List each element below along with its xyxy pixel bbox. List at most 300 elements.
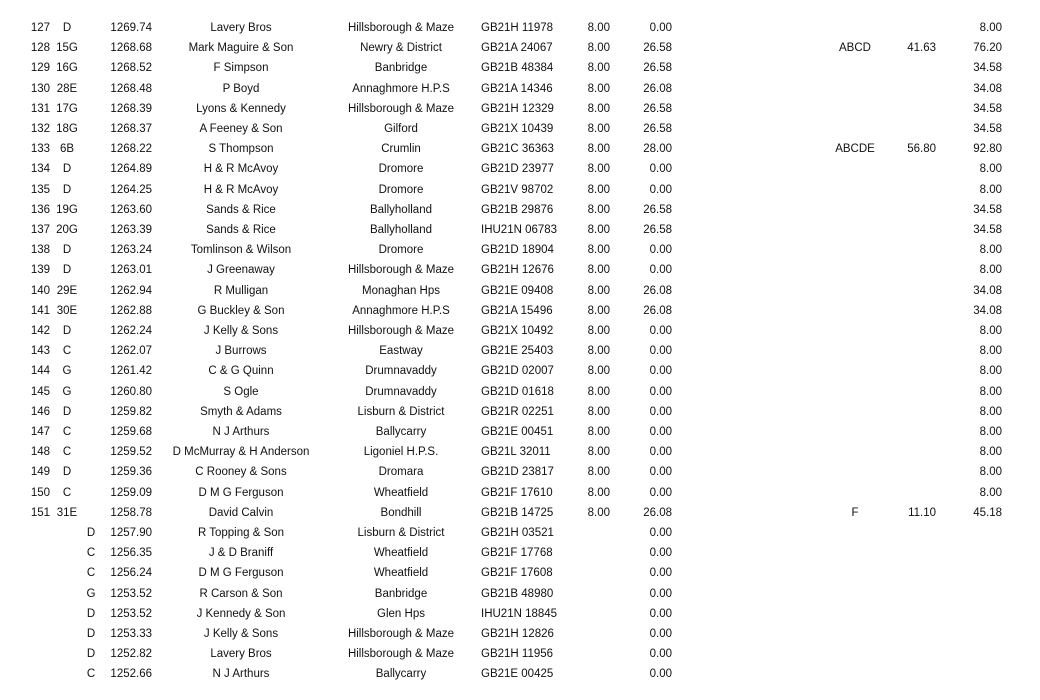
pool-value-cell — [900, 644, 936, 664]
code-cell: G — [86, 587, 96, 600]
pool-value-cell — [900, 281, 936, 301]
position-cell — [20, 563, 50, 583]
prize-b-cell: 26.58 — [643, 102, 672, 115]
name-cell: J Kelly & Sons — [203, 628, 279, 640]
prize-a-cell — [578, 664, 610, 684]
ring-number-cell: GB21B 29876 — [481, 203, 554, 216]
club-cell: Wheatfield — [373, 547, 429, 560]
table-row — [0, 200, 1040, 220]
pools-cell — [822, 624, 888, 644]
table-row — [0, 38, 1040, 58]
club-cell: Dromore — [378, 244, 424, 257]
prize-a-cell — [578, 644, 610, 664]
pool-value-cell — [900, 604, 936, 624]
pools-cell — [822, 382, 888, 402]
pools-cell — [822, 99, 888, 119]
position-cell: 144 — [30, 365, 50, 378]
code-cell: 16G — [56, 62, 78, 75]
code-cell: G — [62, 365, 72, 378]
table-row — [0, 604, 1040, 624]
code-cell: 28E — [56, 82, 78, 95]
position-cell: 139 — [30, 264, 50, 277]
position-cell: 142 — [30, 325, 50, 337]
name-cell: S Ogle — [223, 385, 259, 398]
table-row — [0, 543, 1040, 563]
code-cell: D — [62, 325, 72, 337]
velocity-cell: 1259.68 — [110, 426, 152, 438]
velocity-cell: 1258.78 — [110, 506, 152, 519]
code-cell: C — [86, 547, 96, 560]
code-cell: D — [62, 264, 72, 277]
table-row — [0, 523, 1040, 543]
club-cell: Banbridge — [374, 62, 428, 75]
table-row — [0, 139, 1040, 159]
name-cell: R Mulligan — [213, 284, 269, 297]
total-cell: 8.00 — [979, 385, 1002, 398]
code-cell: 6B — [59, 143, 75, 156]
prize-b-cell: 26.08 — [643, 304, 672, 317]
total-cell: 34.08 — [973, 304, 1002, 317]
prize-b-cell: 0.00 — [649, 325, 672, 337]
ring-number-cell: IHU21N 18845 — [481, 607, 558, 620]
pool-value-cell — [900, 119, 936, 139]
prize-b-cell: 0.00 — [649, 183, 672, 196]
ring-number-cell: GB21H 11978 — [481, 22, 554, 34]
code-cell: D — [62, 244, 72, 257]
pool-value-cell — [900, 402, 936, 422]
position-cell — [20, 604, 50, 624]
velocity-cell: 1264.25 — [110, 183, 152, 196]
total-cell: 8.00 — [979, 426, 1002, 438]
position-cell: 127 — [30, 22, 50, 34]
prize-a-cell: 8.00 — [587, 224, 610, 236]
club-cell: Wheatfield — [373, 567, 429, 580]
code-cell: 30E — [56, 304, 78, 317]
total-cell: 8.00 — [979, 244, 1002, 257]
prize-b-cell: 0.00 — [649, 527, 672, 539]
name-cell: R Carson & Son — [199, 587, 283, 600]
table-row — [0, 341, 1040, 361]
total-cell — [960, 604, 1002, 624]
pools-cell — [822, 341, 888, 361]
code-cell: C — [62, 345, 72, 358]
prize-b-cell: 0.00 — [649, 486, 672, 499]
code-cell: 31E — [56, 506, 78, 519]
name-cell: Sands & Rice — [206, 224, 276, 236]
club-cell: Drumnavaddy — [365, 385, 437, 398]
velocity-cell: 1269.74 — [110, 22, 152, 34]
prize-a-cell — [578, 604, 610, 624]
pool-value-cell — [900, 180, 936, 200]
name-cell: C & G Quinn — [208, 365, 274, 378]
total-cell: 8.00 — [979, 486, 1002, 499]
pool-value-cell — [900, 382, 936, 402]
prize-b-cell: 26.58 — [643, 62, 672, 75]
club-cell: Eastway — [379, 345, 423, 358]
ring-number-cell: GB21F 17608 — [481, 567, 553, 580]
name-cell: Smyth & Adams — [200, 405, 282, 418]
total-cell: 8.00 — [979, 22, 1002, 34]
prize-b-cell: 0.00 — [649, 648, 672, 661]
pools-cell: F — [851, 506, 859, 519]
code-cell: D — [62, 405, 72, 418]
pools-cell — [822, 664, 888, 684]
ring-number-cell: GB21D 01618 — [481, 385, 554, 398]
total-cell: 8.00 — [979, 446, 1002, 459]
position-cell — [20, 664, 50, 684]
table-row — [0, 260, 1040, 280]
velocity-cell: 1252.66 — [110, 668, 152, 681]
pools-cell — [822, 58, 888, 78]
total-cell: 8.00 — [979, 405, 1002, 418]
pools-cell — [822, 604, 888, 624]
pools-cell — [822, 361, 888, 381]
total-cell: 45.18 — [973, 506, 1002, 519]
club-cell: Ballyholland — [369, 224, 432, 236]
velocity-cell: 1263.60 — [110, 203, 152, 216]
pool-value-cell — [900, 462, 936, 482]
prize-b-cell: 0.00 — [649, 385, 672, 398]
velocity-cell: 1268.48 — [110, 82, 152, 95]
pool-value-cell — [900, 260, 936, 280]
velocity-cell: 1262.94 — [110, 284, 152, 297]
prize-a-cell: 8.00 — [587, 365, 610, 378]
pool-value-cell — [900, 18, 936, 38]
prize-a-cell: 8.00 — [587, 163, 610, 176]
ring-number-cell: GB21A 15496 — [481, 304, 553, 317]
pools-cell — [822, 563, 888, 583]
name-cell: Lavery Bros — [210, 648, 272, 661]
code-cell: C — [86, 567, 96, 580]
position-cell — [20, 644, 50, 664]
prize-a-cell: 8.00 — [587, 143, 610, 156]
pool-value-cell — [900, 301, 936, 321]
pools-cell — [822, 240, 888, 260]
pools-cell — [822, 220, 888, 240]
prize-b-cell: 26.08 — [643, 82, 672, 95]
velocity-cell: 1263.01 — [110, 264, 152, 277]
ring-number-cell: IHU21N 06783 — [481, 224, 558, 236]
prize-a-cell: 8.00 — [587, 82, 610, 95]
prize-a-cell — [578, 523, 610, 543]
name-cell: D M G Ferguson — [198, 567, 284, 580]
prize-a-cell: 8.00 — [587, 385, 610, 398]
name-cell: J Kelly & Sons — [203, 325, 279, 337]
ring-number-cell: GB21E 00425 — [481, 668, 554, 681]
velocity-cell: 1268.37 — [110, 123, 152, 135]
club-cell: Bondhill — [380, 506, 422, 519]
position-cell — [20, 543, 50, 563]
prize-b-cell: 0.00 — [649, 446, 672, 459]
ring-number-cell: GB21B 48384 — [481, 62, 554, 75]
prize-a-cell: 8.00 — [587, 22, 610, 34]
pool-value-cell — [900, 361, 936, 381]
table-row — [0, 664, 1040, 684]
ring-number-cell: GB21A 14346 — [481, 82, 553, 95]
name-cell: S Thompson — [208, 143, 274, 156]
pool-value-cell — [900, 240, 936, 260]
pools-cell — [822, 543, 888, 563]
prize-b-cell: 0.00 — [649, 244, 672, 257]
name-cell: Sands & Rice — [206, 203, 276, 216]
table-row — [0, 624, 1040, 644]
club-cell: Lisburn & District — [357, 405, 445, 418]
name-cell: David Calvin — [208, 506, 274, 519]
prize-b-cell: 0.00 — [649, 345, 672, 358]
velocity-cell: 1257.90 — [110, 527, 152, 539]
prize-b-cell: 0.00 — [649, 405, 672, 418]
ring-number-cell: GB21F 17768 — [481, 547, 553, 560]
prize-b-cell: 0.00 — [649, 264, 672, 277]
velocity-cell: 1259.36 — [110, 466, 152, 479]
prize-b-cell: 26.58 — [643, 123, 672, 135]
pools-cell — [822, 402, 888, 422]
position-cell: 130 — [30, 82, 50, 95]
ring-number-cell: GB21D 18904 — [481, 244, 554, 257]
table-row — [0, 58, 1040, 78]
club-cell: Glen Hps — [377, 607, 425, 620]
code-cell: C — [62, 426, 72, 438]
club-cell: Hillsborough & Maze — [347, 264, 455, 277]
pools-cell: ABCD — [839, 42, 871, 55]
velocity-cell: 1253.52 — [110, 587, 152, 600]
total-cell — [960, 644, 1002, 664]
name-cell: F Simpson — [213, 62, 269, 75]
position-cell: 147 — [30, 426, 50, 438]
total-cell: 34.08 — [973, 82, 1002, 95]
table-row — [0, 220, 1040, 240]
pool-value-cell — [900, 483, 936, 503]
ring-number-cell: GB21D 23977 — [481, 163, 554, 176]
ring-number-cell: GB21A 24067 — [481, 42, 553, 55]
code-cell: 18G — [56, 123, 78, 135]
velocity-cell: 1259.52 — [110, 446, 152, 459]
position-cell — [20, 584, 50, 604]
name-cell: Mark Maguire & Son — [188, 42, 294, 55]
club-cell: Annaghmore H.P.S — [352, 304, 450, 317]
pools-cell — [822, 200, 888, 220]
prize-b-cell: 0.00 — [649, 547, 672, 560]
pool-value-cell — [900, 523, 936, 543]
pools-cell — [822, 462, 888, 482]
table-row — [0, 483, 1040, 503]
pool-value-cell — [900, 99, 936, 119]
prize-b-cell: 0.00 — [649, 426, 672, 438]
pool-value-cell — [900, 442, 936, 462]
ring-number-cell: GB21R 02251 — [481, 405, 554, 418]
prize-b-cell: 26.08 — [643, 506, 672, 519]
prize-b-cell: 26.08 — [643, 284, 672, 297]
code-cell: 17G — [56, 102, 78, 115]
ring-number-cell: GB21F 17610 — [481, 486, 553, 499]
total-cell: 8.00 — [979, 163, 1002, 176]
pool-value-cell — [900, 563, 936, 583]
pools-cell — [822, 260, 888, 280]
position-cell: 133 — [30, 143, 50, 156]
code-cell: D — [62, 466, 72, 479]
table-row — [0, 462, 1040, 482]
prize-b-cell: 0.00 — [649, 668, 672, 681]
pool-value-cell — [900, 543, 936, 563]
total-cell — [960, 543, 1002, 563]
pool-value-cell — [900, 422, 936, 442]
velocity-cell: 1264.89 — [110, 163, 152, 176]
code-cell: C — [62, 486, 72, 499]
club-cell: Crumlin — [381, 143, 421, 156]
velocity-cell: 1253.52 — [110, 607, 152, 620]
ring-number-cell: GB21V 98702 — [481, 183, 554, 196]
club-cell: Dromore — [378, 163, 424, 176]
ring-number-cell: GB21H 11956 — [481, 648, 554, 661]
position-cell: 143 — [30, 345, 50, 358]
club-cell: Ballycarry — [375, 426, 427, 438]
total-cell — [960, 584, 1002, 604]
code-cell: 20G — [56, 224, 78, 236]
club-cell: Hillsborough & Maze — [347, 628, 455, 640]
club-cell: Ligoniel H.P.S. — [363, 446, 439, 459]
ring-number-cell: GB21E 00451 — [481, 426, 554, 438]
position-cell: 149 — [30, 466, 50, 479]
pool-value-cell — [900, 624, 936, 644]
pools-cell — [822, 483, 888, 503]
club-cell: Hillsborough & Maze — [347, 102, 455, 115]
prize-a-cell: 8.00 — [587, 264, 610, 277]
name-cell: D McMurray & H Anderson — [172, 446, 310, 459]
pool-value-cell — [900, 584, 936, 604]
pools-cell — [822, 159, 888, 179]
table-row — [0, 99, 1040, 119]
pools-cell — [822, 119, 888, 139]
code-cell: D — [86, 527, 96, 539]
prize-a-cell: 8.00 — [587, 466, 610, 479]
prize-a-cell: 8.00 — [587, 405, 610, 418]
prize-b-cell: 0.00 — [649, 22, 672, 34]
name-cell: D M G Ferguson — [198, 486, 284, 499]
ring-number-cell: GB21B 48980 — [481, 587, 554, 600]
name-cell: J Greenaway — [207, 264, 275, 277]
pools-cell — [822, 18, 888, 38]
velocity-cell: 1256.24 — [110, 567, 152, 580]
prize-a-cell: 8.00 — [587, 284, 610, 297]
pool-value-cell — [900, 220, 936, 240]
table-row — [0, 18, 1040, 38]
total-cell: 34.58 — [973, 102, 1002, 115]
position-cell: 138 — [30, 244, 50, 257]
table-row — [0, 563, 1040, 583]
total-cell: 34.58 — [973, 203, 1002, 216]
ring-number-cell: GB21H 12329 — [481, 102, 554, 115]
pool-value-cell: 11.10 — [908, 506, 936, 519]
prize-b-cell: 26.58 — [643, 224, 672, 236]
table-row — [0, 644, 1040, 664]
ring-number-cell: GB21D 23817 — [481, 466, 554, 479]
velocity-cell: 1260.80 — [110, 385, 152, 398]
prize-a-cell: 8.00 — [587, 203, 610, 216]
prize-a-cell: 8.00 — [587, 62, 610, 75]
prize-b-cell: 0.00 — [649, 466, 672, 479]
position-cell: 128 — [30, 42, 50, 55]
club-cell: Dromore — [378, 183, 424, 196]
total-cell: 34.58 — [973, 224, 1002, 236]
velocity-cell: 1259.09 — [110, 486, 152, 499]
table-row — [0, 503, 1040, 523]
club-cell: Hillsborough & Maze — [347, 648, 455, 661]
prize-a-cell: 8.00 — [587, 42, 610, 55]
prize-b-cell: 0.00 — [649, 587, 672, 600]
prize-a-cell: 8.00 — [587, 102, 610, 115]
code-cell: D — [86, 648, 96, 661]
pools-cell — [822, 180, 888, 200]
velocity-cell: 1262.88 — [110, 304, 152, 317]
pools-cell — [822, 644, 888, 664]
total-cell: 34.58 — [973, 123, 1002, 135]
total-cell: 92.80 — [973, 143, 1002, 156]
code-cell: D — [86, 628, 96, 640]
club-cell: Dromara — [378, 466, 424, 479]
position-cell: 146 — [30, 405, 50, 418]
code-cell: D — [86, 607, 96, 620]
table-row — [0, 301, 1040, 321]
table-row — [0, 584, 1040, 604]
prize-a-cell: 8.00 — [587, 244, 610, 257]
pools-cell: ABCDE — [835, 143, 875, 156]
total-cell: 34.08 — [973, 284, 1002, 297]
pool-value-cell — [900, 79, 936, 99]
total-cell — [960, 563, 1002, 583]
pool-value-cell — [900, 341, 936, 361]
table-row — [0, 180, 1040, 200]
total-cell: 76.20 — [973, 42, 1002, 55]
velocity-cell: 1268.22 — [110, 143, 152, 156]
velocity-cell: 1262.24 — [110, 325, 152, 337]
prize-b-cell: 28.00 — [643, 143, 672, 156]
position-cell: 145 — [30, 385, 50, 398]
prize-b-cell: 0.00 — [649, 365, 672, 378]
name-cell: J Kennedy & Son — [196, 607, 286, 620]
total-cell — [960, 624, 1002, 644]
code-cell: 29E — [56, 284, 78, 297]
table-row — [0, 382, 1040, 402]
name-cell: Lyons & Kennedy — [196, 102, 286, 115]
velocity-cell: 1256.35 — [110, 547, 152, 560]
prize-a-cell: 8.00 — [587, 446, 610, 459]
table-row — [0, 240, 1040, 260]
ring-number-cell: GB21D 02007 — [481, 365, 554, 378]
name-cell: N J Arthurs — [212, 668, 270, 681]
table-row — [0, 119, 1040, 139]
code-cell: D — [62, 163, 72, 176]
club-cell: Hillsborough & Maze — [347, 325, 455, 337]
prize-b-cell: 26.58 — [643, 203, 672, 216]
name-cell: J & D Braniff — [208, 547, 274, 560]
name-cell: G Buckley & Son — [197, 304, 285, 317]
prize-b-cell: 0.00 — [649, 628, 672, 640]
pool-value-cell — [900, 321, 936, 341]
club-cell: Monaghan Hps — [362, 284, 440, 297]
pools-cell — [822, 523, 888, 543]
velocity-cell: 1252.82 — [110, 648, 152, 661]
velocity-cell: 1261.42 — [110, 365, 152, 378]
total-cell: 8.00 — [979, 466, 1002, 479]
code-cell: C — [86, 668, 96, 681]
ring-number-cell: GB21X 10439 — [481, 123, 554, 135]
pools-cell — [822, 422, 888, 442]
position-cell: 137 — [30, 224, 50, 236]
position-cell: 131 — [30, 102, 50, 115]
table-row — [0, 159, 1040, 179]
ring-number-cell: GB21H 12676 — [481, 264, 554, 277]
code-cell: D — [62, 22, 72, 34]
